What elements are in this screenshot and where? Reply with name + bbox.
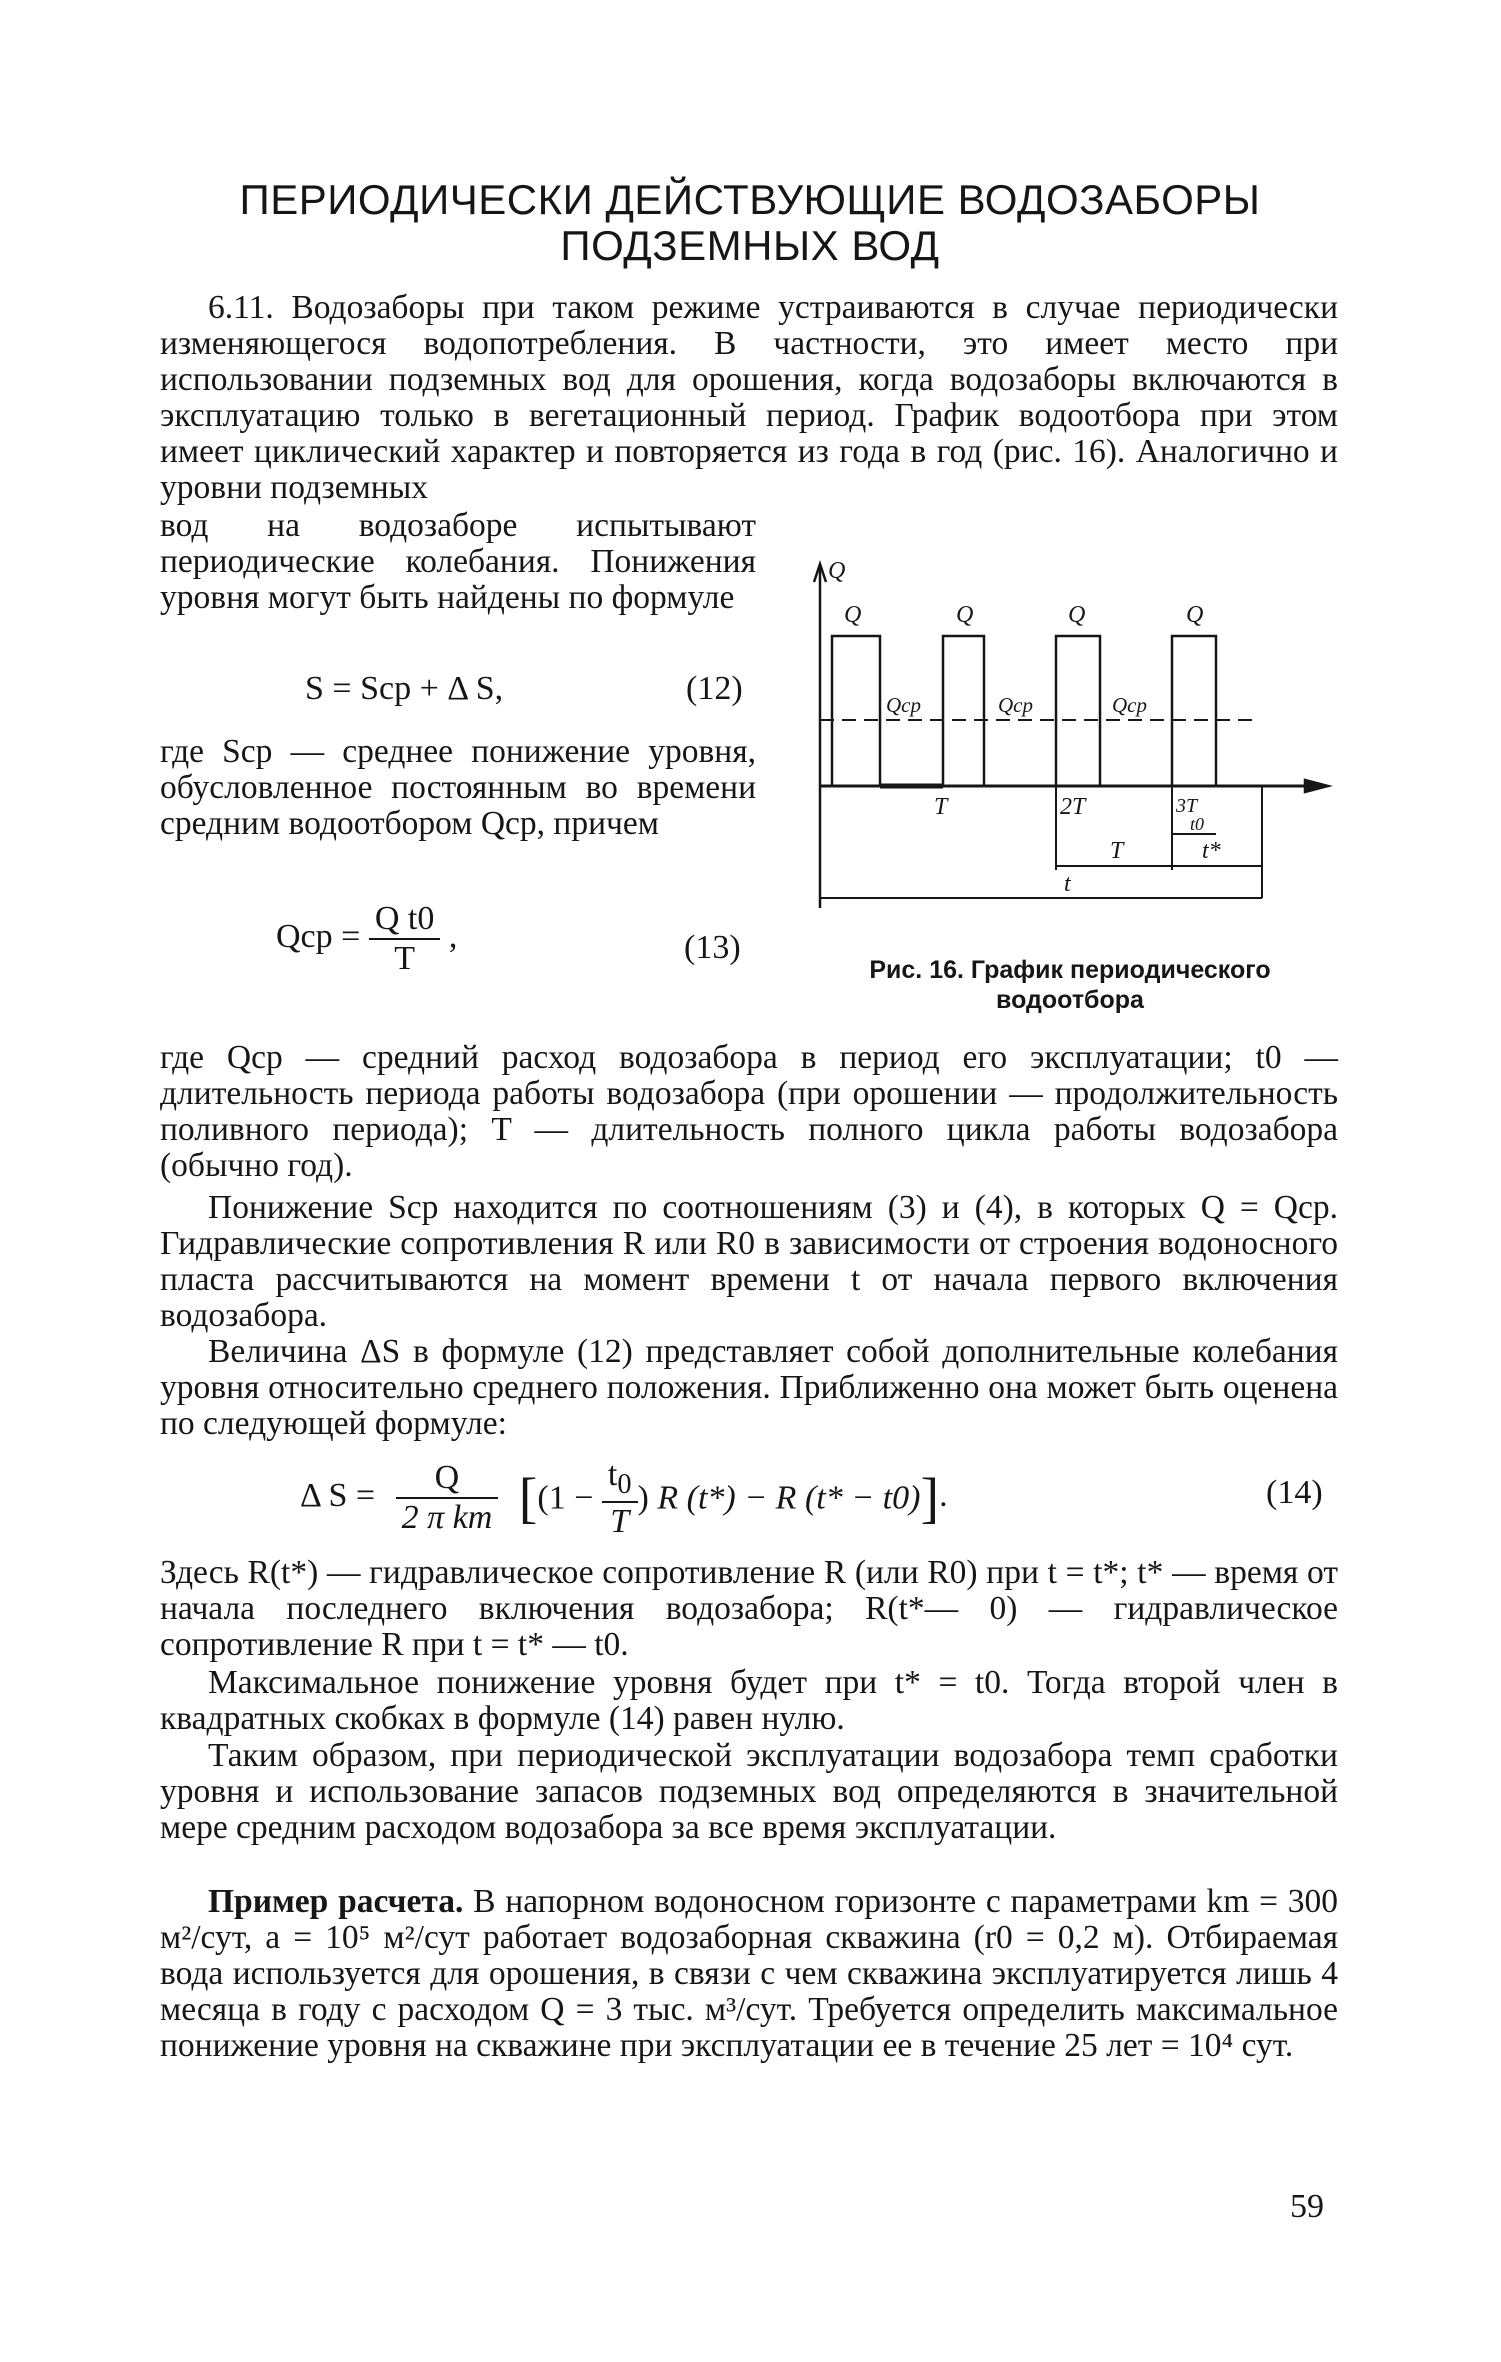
qcp-label-2: Qср	[998, 693, 1033, 717]
equation-13-tail: ,	[448, 917, 458, 955]
equation-14: Δ S = $\frac{Q}{\text{2 π km}}$ [(1 − $\frac{t_0}{T}$ ) R (t*) − R (t* − t0)].	[300, 1456, 948, 1540]
pulse-2	[943, 636, 984, 786]
q-label-1: Q	[844, 602, 862, 628]
equation-13-lhs: Qср =	[276, 917, 361, 955]
equation-14-fraction	[396, 1459, 499, 1537]
axis-q-label: Q	[828, 558, 846, 584]
paragraph-lowering: Понижение Sср находится по соотношениям (3) и (4), в которых Q = Qср. Гидравлические сопротивления R или R0 в зависимости от строения водоносного пласта рассчитываются на момент времени t от начала первого включения водозабора.	[160, 1189, 1338, 1334]
two-t-label: 2T	[1060, 794, 1086, 820]
equation-13-denominator: T	[394, 940, 415, 977]
paragraph-where-13: где Qср — средний расход водозабора в период его эксплуатации; t0 — длительность периода работы водозабора (при орошении — продолжительность поливного периода); T — длительность полного цикла работы водозабора (обычно год).	[160, 1039, 1338, 1184]
equation-14-denominator: 2 π km	[401, 1499, 493, 1537]
paragraph-thus: Таким образом, при периодической эксплуатации водозабора темп сработки уровня и использование запасов подземных вод определяются в значительной мере средним расходом водозабора за все время эксплуатации.	[160, 1737, 1338, 1846]
paragraph-max-lowering: Максимальное понижение уровня будет при t* = t0. Тогда второй член в квадратных скобках в формуле (14) равен нулю.	[160, 1664, 1338, 1737]
equation-14-numerator: Q	[396, 1459, 499, 1499]
equation-14-inner-fraction: $\frac{t_0}{T}$	[602, 1456, 638, 1541]
t-period-label-lower: T	[1110, 838, 1124, 864]
qcp-label-1: Qср	[886, 693, 921, 717]
paragraph-6-11-continued: вод на водозаборе испытывают периодические колебания. Понижения уровня могут быть найдены по формуле	[160, 507, 756, 616]
equation-13-numerator: Q t0	[369, 900, 441, 940]
paragraph-6-11	[160, 290, 1338, 506]
paragraph-delta: Величина ΔS в формуле (12) представляет собой дополнительные колебания уровня относительно среднего положения. Приближенно она может быть оценена по следующей формуле:	[160, 1333, 1338, 1442]
equation-13-number: (13)	[684, 929, 741, 966]
three-t-label: 3T	[1176, 795, 1198, 817]
equation-14-bracket: R (t*) − R (t* − t0)	[657, 1479, 921, 1517]
q-label-3: Q	[1068, 602, 1086, 628]
qcp-label-3: Qср	[1112, 693, 1147, 717]
section-heading-line-1: ПЕРИОДИЧЕСКИ ДЕЙСТВУЮЩИЕ ВОДОЗАБОРЫ	[239, 176, 1261, 223]
paragraph-here: Здесь R(t*) — гидравлическое сопротивление R (или R0) при t = t*; t* — время от начала последнего включения водозабора; R(t*— 0) — гидравлическое сопротивление R при t = t* — t0.	[160, 1554, 1338, 1663]
q-label-2: Q	[956, 602, 974, 628]
equation-12-number: (12)	[686, 670, 743, 707]
paragraph-6-11-text: Водозаборы при таком режиме устраиваются в случае периодически изменяющегося водопотребления. В частности, это имеет место при использовании подземных вод для орошения, когда водозаборы включаются в эксплуатацию только в вегетационный период. График водоотбора при этом имеет циклический характер и повторяется из года в год (рис. 16). Аналогично и уровни подземных	[160, 289, 1339, 506]
pulse-4	[1172, 636, 1216, 786]
t-period-label: T	[934, 794, 948, 820]
page-number: 59	[1290, 2188, 1324, 2225]
example-text: В напорном водоносном горизонте с параметрами km = 300 м²/сут, a = 10⁵ м²/сут работает водозаборная скважина (r0 = 0,2 м). Отбираемая вода используется для орошения, в связи с чем скважина эксплуатируется лишь 4 месяца в году с расходом Q = 3 тыс. м³/сут. Требуется определить максимальное понижение уровня на скважине при эксплуатации ее в течение 25 лет = 10⁴ сут.	[160, 1883, 1339, 2064]
t-star-label: t*	[1202, 838, 1221, 864]
equation-14-lhs: Δ S =	[300, 1477, 376, 1515]
t-total-label: t	[1064, 871, 1071, 897]
q-label-4: Q	[1186, 602, 1204, 628]
example-label: Пример расчета.	[208, 1883, 464, 1920]
pulse-1	[832, 636, 880, 786]
paragraph-number: 6.11.	[208, 289, 274, 326]
equation-13	[276, 900, 457, 978]
equation-13-fraction	[369, 900, 441, 978]
pulse-3	[1056, 636, 1100, 786]
paragraph-where-12: где Sср — среднее понижение уровня, обусловленное постоянным во времени средним водоотбором Qср, причем	[160, 733, 756, 842]
figure-16-withdrawal-graph	[800, 548, 1340, 928]
time-axis-arrow	[1305, 780, 1328, 792]
section-heading-line-2: ПОДЗЕМНЫХ ВОД	[560, 222, 940, 269]
paragraph-example	[160, 1884, 1338, 2064]
t0-label: t0	[1190, 814, 1205, 834]
equation-12: S = Sср + Δ S,	[305, 670, 504, 707]
figure-16-caption: Рис. 16. График периодического водоотбора	[869, 956, 1271, 1014]
equation-14-number: (14)	[1266, 1474, 1323, 1511]
